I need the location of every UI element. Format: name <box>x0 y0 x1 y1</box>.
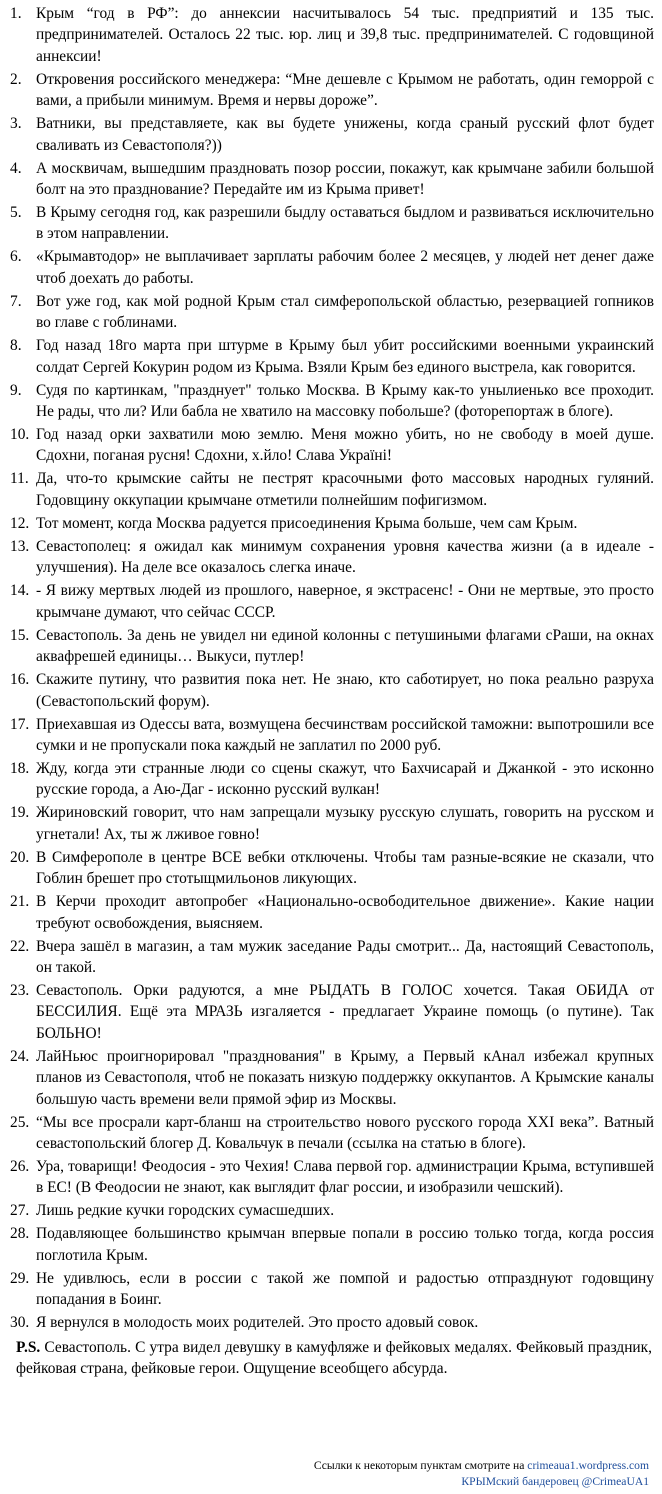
footer-links-line <box>314 1458 649 1474</box>
list-item-text: “Мы все просрали карт-бланш на строительство нового русского города XXI века”. Ватный севастопольский блогер Д. Ковальчук в печали (ссылка на статью в блоге). <box>36 1113 654 1152</box>
postscript-label: P.S. <box>16 1338 41 1356</box>
postscript <box>16 1337 652 1380</box>
footer-links-prefix: Ссылки к некоторым пунктам смотрите на <box>313 1459 528 1472</box>
list-item-text: Вот уже год, как мой родной Крым стал симферопольской областью, резервацией гопников во главе с гоблинами. <box>36 292 654 332</box>
list-item <box>10 669 654 712</box>
list-item-text: Да, что-то крымские сайты не пестрят красочными фото массовых народных гуляний. Годовщину оккупации крымчане отметили полнейшим пофигизмом. <box>36 470 654 509</box>
footer-signature[interactable]: КРЫМский бандеровец @CrimeaUA1 <box>461 1475 649 1488</box>
footer <box>314 1458 649 1490</box>
list-item-text: Жду, когда эти странные люди со сцены скажут, что Бахчисарай и Джанкой - это исконно русские города, а Аю-Даг - исконно русский вулкан! <box>36 759 654 799</box>
list-item-number: 30. <box>10 1314 30 1332</box>
list-item <box>10 580 654 623</box>
list-item <box>10 891 654 934</box>
list-item-text: Лишь редкие кучки городских сумасшедших. <box>36 1202 335 1220</box>
list-item <box>10 3 654 67</box>
list-item-number: 6. <box>10 248 22 266</box>
list-item-text: Приехавшая из Одессы вата, возмущена бесчинствам российской таможни: выпотрошили все сумки и не пропускали пока каждый не заплатил по 2000 руб. <box>36 715 654 754</box>
footer-site-link[interactable]: crimeaua1.wordpress.com <box>527 1459 649 1472</box>
list-item-number: 23. <box>10 981 30 999</box>
list-item-text: Крым “год в РФ”: до аннексии насчитывалось 54 тыс. предприятий и 135 тыс. предпринимателей. Осталось 22 тыс. юр. лиц и 39,8 тыс. предпринимателей. С годовщиной аннексии! <box>36 5 654 65</box>
list-item <box>10 1046 654 1110</box>
list-item-text: - Я вижу мертвых людей из прошлого, наверное, я экстрасенс! - Они не мертвые, это просто крымчане думают, что сейчас СССР. <box>36 582 654 621</box>
list-item-text: Не удивлюсь, если в россии с такой же помпой и радостью отпразднуют годовщину попадания в Боинг. <box>36 1269 654 1309</box>
list-item-text: Скажите путину, что развития пока нет. Не знаю, кто саботирует, но пока реально разруха (Севастопольский форум). <box>36 671 654 710</box>
list-item <box>10 802 654 845</box>
list-item-number: 11. <box>10 470 29 488</box>
list-item-number: 7. <box>10 292 22 310</box>
list-item <box>10 158 654 201</box>
list-item-text: Откровения российского менеджера: “Мне дешевле с Крымом не работать, один геморрой с вами, а прибыли минимум. Время и нервы дороже”. <box>36 70 654 110</box>
list-item-text: Я вернулся в молодость моих родителей. Это просто адовый совок. <box>36 1314 479 1332</box>
list-item-text: В Крыму сегодня год, как разрешили быдлу оставаться быдлом и развиваться исключительно в этом направлении. <box>36 204 654 243</box>
list-item-number: 19. <box>10 804 30 822</box>
list-item <box>10 291 654 334</box>
list-item-number: 18. <box>10 759 30 777</box>
list-item-text: В Симферополе в центре ВСЕ вебки отключены. Чтобы там разные-всякие не сказали, что Гоблин брешет про стотыщмильонов ликующих. <box>36 848 654 888</box>
list-item-number: 13. <box>10 537 30 555</box>
list-item <box>10 69 654 112</box>
list-item-text: Вчера зашёл в магазин, а там мужик заседание Рады смотрит... Да, настоящий Севастополь, он такой. <box>36 937 654 976</box>
list-item <box>10 1268 654 1311</box>
list-item-text: Жириновский говорит, что нам запрещали музыку русскую слушать, говорить на русском и угнетали! Ах, ты ж лживое говно! <box>36 804 654 843</box>
list-item-number: 21. <box>10 893 30 911</box>
list-item <box>10 1156 654 1199</box>
list-item-number: 22. <box>10 937 30 955</box>
postscript-text: Севастополь. С утра видел девушку в камуфляже и фейковых медалях. Фейковый праздник, фейковая страна, фейковые герои. Ощущение всеобщего абсурда. <box>16 1338 652 1377</box>
list-item-number: 8. <box>10 337 22 355</box>
list-item-text: Ватники, вы представляете, как вы будете унижены, когда сраный русский флот будет сваливать из Севастополя?)) <box>36 115 654 154</box>
list-item-text: ЛайНьюс проигнорировал "празднования" в Крыму, а Первый кАнал избежал крупных планов из Севастополя, чтоб не показать низкую поддержку оккупантов. А Крымские каналы большую часть времени вели прямой эфир из Москвы. <box>36 1047 654 1108</box>
list-item-text: В Керчи проходит автопробег «Национально-освободительное движение». Какие нации требуют освобождения, выясняем. <box>36 893 654 932</box>
list-item-number: 9. <box>10 381 22 399</box>
list-item <box>10 468 654 511</box>
list-item <box>10 424 654 467</box>
list-item <box>10 1223 654 1266</box>
list-item-text: Судя по картинкам, "празднует" только Москва. В Крыму как-то унылиенько все проходит. Не рады, что ли? Или бабла не хватило на массовку побольше? (фоторепортаж в блоге). <box>36 381 654 421</box>
list-item-number: 24. <box>10 1047 30 1065</box>
list-item-number: 16. <box>10 671 30 689</box>
list-item <box>10 536 654 579</box>
list-item-number: 12. <box>10 514 30 532</box>
list-item-text: Севастополь. Орки радуются, а мне РЫДАТЬ В ГОЛОС хочется. Такая ОБИДА от БЕССИЛИЯ. Ещё эта МРАЗЬ изгаляется - предлагает Украине помощь (о путине). Так БОЛЬНО! <box>36 981 654 1042</box>
list-item-number: 10. <box>10 426 30 444</box>
list-item-number: 14. <box>10 582 30 600</box>
list-item-text: Год назад орки захватили мою землю. Меня можно убить, но не свободу в моей душе. Сдохни, поганая русня! Сдохни, х.йло! Слава Україні! <box>36 426 654 465</box>
list-item-text: А москвичам, вышедшим праздновать позор россии, покажут, как крымчане забили большой болт на это празднование? Передайте им из Крыма привет! <box>36 159 654 199</box>
list-item <box>10 936 654 979</box>
list-item-number: 28. <box>10 1225 30 1243</box>
list-item-number: 5. <box>10 204 22 222</box>
list-item <box>10 1200 654 1221</box>
list-item <box>10 1312 654 1333</box>
list-item <box>10 1112 654 1155</box>
list-item-text: Год назад 18го марта при штурме в Крыму был убит российскими военными украинский солдат Сергей Кокурин родом из Крыма. Взяли Крым без единого выстрела, как говорится. <box>36 337 654 376</box>
list-item <box>10 335 654 378</box>
list-item-text: Тот момент, когда Москва радуется присоединения Крыма больше, чем сам Крым. <box>36 514 578 532</box>
list-item-number: 4. <box>10 159 22 177</box>
list-item-number: 26. <box>10 1157 30 1175</box>
list-item-number: 20. <box>10 848 30 866</box>
list-item <box>10 246 654 289</box>
list-item <box>10 758 654 801</box>
list-item <box>10 380 654 423</box>
list-item <box>10 625 654 668</box>
list-item-number: 27. <box>10 1202 30 1220</box>
list-item <box>10 714 654 757</box>
list-item-number: 2. <box>10 70 22 88</box>
list-item <box>10 113 654 156</box>
list-item-number: 15. <box>10 626 30 644</box>
list-item-number: 1. <box>10 5 22 22</box>
list-item-text: Севастополь. За день не увидел ни единой колонны с петушиными флагами сРаши, на окнах аквафрешей единицы… Выкуси, путлер! <box>36 626 654 666</box>
list-item-number: 25. <box>10 1113 30 1131</box>
list-item-number: 29. <box>10 1269 30 1287</box>
list-item-text: «Крымавтодор» не выплачивает зарплаты рабочим более 2 месяцев, у людей нет денег даже чтоб доехать до работы. <box>36 248 654 287</box>
list-item-number: 17. <box>10 715 30 733</box>
list-item-text: Подавляющее большинство крымчан впервые попали в россию только тогда, когда россия поглотила Крым. <box>36 1225 654 1264</box>
list-item-number: 3. <box>10 115 22 133</box>
list-item <box>10 980 654 1044</box>
list-item <box>10 513 654 534</box>
list-item <box>10 847 654 890</box>
list-item <box>10 202 654 245</box>
list-item-text: Севастополец: я ожидал как минимум сохранения уровня качества жизни (а в идеале - улучшения). На деле все оказалось слегка иначе. <box>36 537 654 577</box>
list-item-text: Ура, товарищи! Феодосия - это Чехия! Слава первой гор. администрации Крыма, вступившей в ЕС! (В Феодосии не знают, как выглядит флаг россии, и изобразили чешский). <box>36 1157 654 1197</box>
